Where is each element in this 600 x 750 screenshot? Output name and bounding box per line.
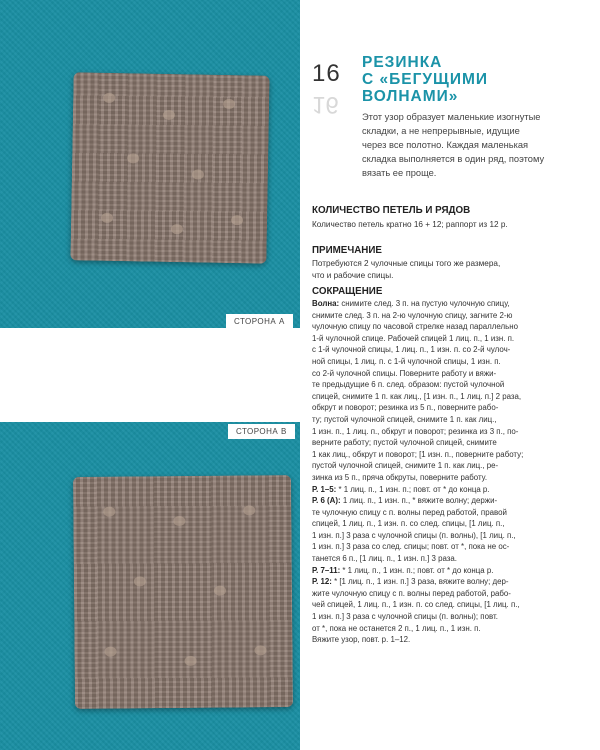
text-line: обкрут и поворот; резинка из 5 п., поверните рабо- [312,403,499,413]
text-line: 1 изн. п.] 3 раза с чулочной спицы (п. волны), [1 лиц. п., [312,530,516,540]
knit-swatch-side-b [73,475,293,709]
repeat-instruction: Вяжите узор, повт. р. 1–12. [312,635,411,645]
pattern-number-reflection: 16 [312,91,339,118]
stitches-heading: КОЛИЧЕСТВО ПЕТЕЛЬ И РЯДОВ [312,205,471,216]
bobble [134,576,146,586]
text-line: те чулочную спицу с п. волны перед работой, правой [312,507,507,517]
row-12-label: Р. 12: [312,577,332,587]
bobble [127,153,139,163]
abbreviation-body [312,298,596,646]
knit-swatch-side-a [70,72,269,263]
text-line: с 1-й чулочной спицы, 1 лиц. п., 1 изн. п. со 2-й чулоч- [312,345,511,355]
text-line: * [1 лиц. п., 1 изн. п.] 3 раза, вяжите волну; дер- [331,577,509,587]
text-line: спицей, 1 лиц. п., 1 изн. п. со след. спицы, [1 лиц. п., [312,519,505,529]
pattern-number: 16 [312,60,341,87]
text-line: * 1 лиц. п., 1 изн. п.; повт. от * до конца р. [340,565,494,575]
bobble [243,505,255,515]
title-line: РЕЗИНКА [362,54,443,71]
text-line: 1 изн. п.] 3 раза со след. спицы; повт. от *, пока не ос- [312,542,510,552]
text-line: 1 лиц. п., 1 изн. п., * вяжите волну; держи- [340,496,498,506]
bobble [103,93,115,103]
bobble [101,213,113,223]
text-line: снимите след. 3 п. на 2-ю чулочную спицу, загните 2-ю [312,310,513,320]
text-line: 1 изн. п., 1 лиц. п., обкрут и поворот; резинка из 3 п., по- [312,426,519,436]
intro-line: через все полотно. Каждая маленькая [362,140,529,150]
side-b-label: СТОРОНА В [228,424,295,439]
intro-line: складки, а не непрерывные, идущие [362,126,520,136]
text-line: ту; пустой чулочной спицей, снимите 1 п. как лиц., [312,414,497,424]
abbreviation-heading: СОКРАЩЕНИЕ [312,286,383,297]
bobble [192,169,204,179]
pattern-intro [362,110,587,180]
text-line: 1 изн. п.] 3 раза с чулочной спицы (п. волны); повт. [312,612,498,622]
text-line: чулочную спицу по часовой стрелке назад параллельно [312,322,518,332]
text-line: верните работу; пустой чулочной спицей, снимите [312,438,497,448]
bobble [254,645,266,655]
text-line: ной спицы, 1 лиц. п. с 1-й чулочной спицы, 1 изн. п. [312,356,501,366]
row-1-5-label: Р. 1–5: [312,484,337,494]
bobble [163,110,175,120]
row-6-label: Р. 6 (А): [312,496,341,506]
row-7-11-label: Р. 7–11: [312,565,341,575]
intro-line: Этот узор образует маленькие изогнутые [362,112,541,122]
intro-line: вязать ее проще. [362,168,437,178]
side-a-label: СТОРОНА А [226,314,293,329]
bobble [103,507,115,517]
text-line: зинка из 5 п., пряча обкруты, поверните работу. [312,472,488,482]
bobble [185,656,197,666]
note-heading: ПРИМЕЧАНИЕ [312,245,382,256]
text-line: танется 6 п., [1 лиц. п., 1 изн. п.] 3 раза. [312,554,457,564]
bobble [214,586,226,596]
stitches-text: Количество петель кратно 16 + 12; раппорт из 12 р. [312,220,508,229]
note-line: что и рабочие спицы. [312,271,394,280]
bobble [171,224,183,234]
text-line: те предыдущие 6 п. след. образом: пустой чулочной [312,380,505,390]
text-line: жите чулочную спицу с п. волны перед работой, рабо- [312,588,511,598]
pattern-title [362,54,582,105]
bobble [173,516,185,526]
note-text [312,258,592,282]
title-line: С «БЕГУЩИМИ [362,71,489,88]
photo-side-a [0,0,300,328]
bobble [223,99,235,109]
text-line: снимите след. 3 п. на пустую чулочную спицу, [339,299,510,308]
text-line: со 2-й чулочной спицы. Поверните работу и вяжи- [312,368,497,378]
text-line: * 1 лиц. п., 1 изн. п.; повт. от * до конца р. [336,484,490,494]
text-line: 1 как лиц., обкрут и поворот; [1 изн. п., поверните работу; [312,449,524,459]
text-line: 1-й чулочной спице. Рабочей спицей 1 лиц. п., 1 изн. п. [312,333,515,343]
text-line: пустой чулочной спицей, снимите 1 п. как лиц., ре- [312,461,499,471]
bobble [231,215,243,225]
bobble [104,647,116,657]
text-line: спицей, снимите 1 п. как лиц., [1 изн. п., 1 лиц. п.] 2 раза, [312,391,522,401]
text-line: чей спицей, 1 лиц. п., 1 изн. п. со след. спицы, [1 лиц. п., [312,600,520,610]
wave-label: Волна: [312,299,340,308]
photo-side-b [0,422,300,750]
text-line: от *, пока не останется 2 п., 1 лиц. п., 1 изн. п. [312,623,481,633]
title-line: ВОЛНАМИ» [362,88,459,105]
note-line: Потребуются 2 чулочные спицы того же размера, [312,259,501,268]
intro-line: складка выполняется в один ряд, поэтому [362,154,545,164]
